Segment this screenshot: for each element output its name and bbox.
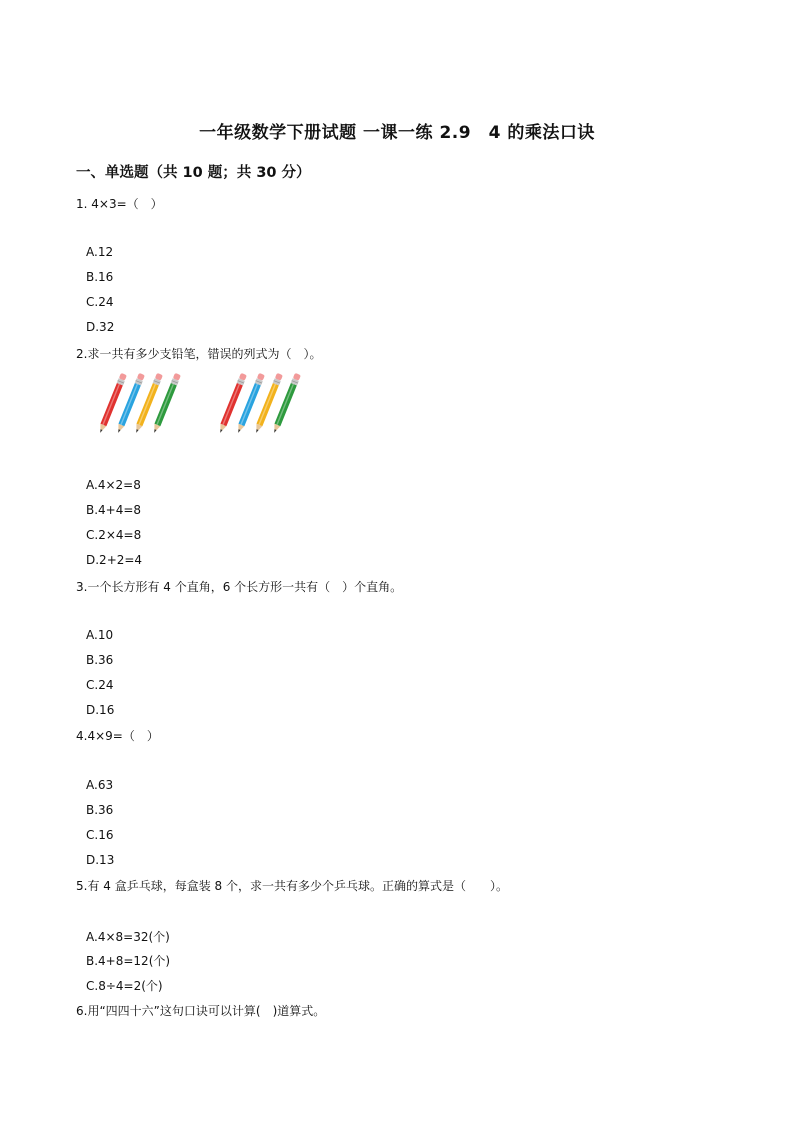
question-1-stem: 1. 4×3=（ ） <box>76 197 163 211</box>
question-2-option-c: C.2×4=8 <box>86 528 142 542</box>
question-1-option-a: A.12 <box>86 245 114 259</box>
question-3-option-b: B.36 <box>86 653 114 667</box>
question-2-stem: 2.求一共有多少支铅笔，错误的列式为（ ）。 <box>76 347 322 361</box>
question-3-option-d: D.16 <box>86 703 115 717</box>
question-5-option-b: B.4+8=12(个) <box>86 954 171 968</box>
question-5-option-a: A.4×8=32(个) <box>86 930 170 944</box>
question-3-option-c: C.24 <box>86 678 114 692</box>
question-4-option-b: B.36 <box>86 803 114 817</box>
question-5-option-c: C.8÷4=2(个) <box>86 979 163 993</box>
question-5-stem: 5.有 4 盒乒乓球，每盒装 8 个，求一共有多少个乒乓球。正确的算式是（ ）。 <box>76 879 508 893</box>
question-4-stem: 4.4×9=（ ） <box>76 729 159 743</box>
question-6-stem: 6.用“四四十六”这句口诀可以计算( )道算式。 <box>76 1004 326 1018</box>
question-2-option-d: D.2+2=4 <box>86 553 143 567</box>
question-1-option-d: D.32 <box>86 320 115 334</box>
question-3-option-a: A.10 <box>86 628 114 642</box>
question-2-option-a: A.4×2=8 <box>86 478 141 492</box>
pencils-illustration <box>82 370 312 448</box>
question-1-option-c: C.24 <box>86 295 114 309</box>
section-heading: 一、单选题（共 10 题；共 30 分） <box>76 165 311 181</box>
question-3-stem: 3.一个长方形有 4 个直角，6 个长方形一共有（ ）个直角。 <box>76 580 403 594</box>
question-1-option-b: B.16 <box>86 270 114 284</box>
question-4-option-c: C.16 <box>86 828 114 842</box>
question-2-option-b: B.4+4=8 <box>86 503 142 517</box>
document-title: 一年级数学下册试题 一课一练 2.9 4 的乘法口诀 <box>199 123 595 143</box>
question-4-option-d: D.13 <box>86 853 115 867</box>
question-4-option-a: A.63 <box>86 778 114 792</box>
